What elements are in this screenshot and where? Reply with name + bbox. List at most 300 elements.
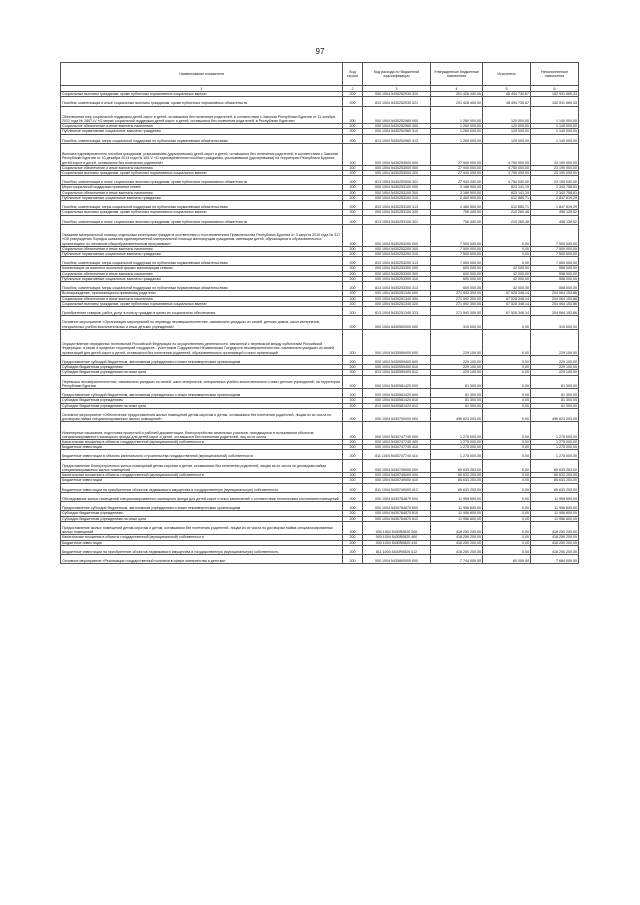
row-classification-cell: 811 1004 5430749000 412 <box>363 483 431 492</box>
row-classification-cell: 000 1004 5430253000 000 <box>363 143 431 165</box>
row-name-cell: Бюджетные инвестиции <box>61 540 343 545</box>
row-executed-cell: 0,00 <box>483 483 531 492</box>
row-remaining-cell: 229 100,00 <box>531 365 579 370</box>
row-classification-cell: 000 1004 5430800000 000 <box>363 555 431 564</box>
column-number: 6 <box>531 86 579 92</box>
row-name-cell: Публичные нормативные социальные выплаты гражданам <box>61 195 343 200</box>
row-remaining-cell: 310 000,00 <box>531 316 579 330</box>
row-approved-cell: 418 250 200,00 <box>431 521 483 535</box>
row-classification-cell: 000 1004 5430R0820 000 <box>363 521 431 535</box>
row-classification-cell: 000 1004 5430251340 000 <box>363 291 431 296</box>
row-executed-cell: 120 000,00 <box>483 106 531 124</box>
row-line-code-cell: 200 <box>343 478 363 483</box>
header-executed: Исполнено <box>483 63 531 86</box>
row-executed-cell: 0,00 <box>483 365 531 370</box>
row-approved-cell: 1 275 000,00 <box>431 445 483 450</box>
row-line-code-cell: 200 <box>343 445 363 450</box>
row-remaining-cell: 81 300,00 <box>531 403 579 408</box>
row-executed-cell: 0,00 <box>483 370 531 375</box>
row-classification-cell: 000 1004 5430252930 320 <box>363 92 431 97</box>
row-name-cell: Бюджетные инвестиции на приобретение объектов недвижимого имущества в государственную (муниципальную) собственность <box>61 545 343 554</box>
row-executed-cell: 612 880,71 <box>483 201 531 210</box>
row-classification-cell: 000 1004 5430700000 000 <box>363 408 431 422</box>
row-name-cell: Обследование жилых помещений специализированного жилищного фонда для детей-сирот и иных заключений о соответствии техническим состоянием помещений <box>61 492 343 501</box>
row-remaining-cell: 496 139,52 <box>531 210 579 215</box>
row-line-code-cell: 200 <box>343 215 363 224</box>
row-executed-cell: 42 000,00 <box>483 276 531 281</box>
row-approved-cell: 81 300,00 <box>431 389 483 398</box>
row-classification-cell: 813 1004 5430253100 313 <box>363 201 431 210</box>
row-classification-cell: 000 1004 5430253200 310 <box>363 251 431 256</box>
row-name-cell: Субсидии бюджетным учреждениям <box>61 365 343 370</box>
row-approved-cell: 2 460 500,00 <box>431 195 483 200</box>
row-remaining-cell: 1 275 000,00 <box>531 445 579 450</box>
row-executed-cell: 0,00 <box>483 478 531 483</box>
row-classification-cell: 813 1004 5430252930 321 <box>363 97 431 106</box>
row-line-code-cell: 200 <box>343 170 363 175</box>
row-approved-cell: 496 623 053,00 <box>431 408 483 422</box>
row-name-cell: Предоставление субсидий бюджетным, автономным учреждениям и иным некоммерческим организациям <box>61 502 343 511</box>
row-classification-cell: 000 1004 5430559400 600 <box>363 355 431 364</box>
header-remaining: Неисполненные назначения <box>531 63 579 86</box>
row-line-code-cell: 200 <box>343 408 363 422</box>
row-remaining-cell: 23 190 000,00 <box>531 143 579 165</box>
row-name-cell: Субсидии бюджетным учреждениям на иные цели <box>61 370 343 375</box>
row-remaining-cell: 11 956 600,00 <box>531 492 579 501</box>
row-remaining-cell: 11 956 600,00 <box>531 511 579 516</box>
row-remaining-cell: 2 343 758,81 <box>531 190 579 195</box>
row-name-cell: Пособия, компенсации и иные социальные выплаты гражданам, кроме публичных нормативных обязательств <box>61 215 343 224</box>
row-line-code-cell: 200 <box>343 375 363 389</box>
row-approved-cell: 271 592 300,00 <box>431 307 483 316</box>
row-line-code-cell: 200 <box>343 176 363 185</box>
row-line-code-cell: 200 <box>343 106 363 124</box>
page-number: 97 <box>315 47 325 56</box>
row-executed-cell: 823 141,19 <box>483 185 531 190</box>
row-approved-cell: 27 940 000,00 <box>431 176 483 185</box>
table-row <box>61 257 579 266</box>
row-executed-cell: 823 141,19 <box>483 190 531 195</box>
row-approved-cell: 201 426 400,00 <box>431 92 483 97</box>
row-classification-cell: 000 1004 5430251340 300 <box>363 296 431 301</box>
row-executed-cell: 0,00 <box>483 316 531 330</box>
row-executed-cell: 0,00 <box>483 459 531 473</box>
row-approved-cell: 3 166 900,00 <box>431 190 483 195</box>
row-name-cell: Выплата единовременного пособия гражданам, усыновившим (удочерившим) детей-сирот и детей, оставшихся без попечения родителей, в соответствии с Законом Республики Бурятия от 10 декабря 2013 года № 165-V «О единовременном пособии гражданам, усыновившим (удочерившим) на территории Республики Бурятия детей-сирот и детей, оставшихся без попечения родителей» <box>61 143 343 165</box>
row-remaining-cell: 11 956 600,00 <box>531 516 579 521</box>
row-name-cell: Субсидии бюджетным учреждениям <box>61 511 343 516</box>
row-executed-cell: 67 528 346,14 <box>483 291 531 296</box>
row-name-cell: Пособия, компенсации и иные социальные выплаты гражданам, кроме публичных нормативных обязательств <box>61 97 343 106</box>
row-classification-cell: 813 1004 5430253300 313 <box>363 282 431 291</box>
row-name-cell: Социальное обеспечение и иные выплаты населению <box>61 124 343 129</box>
row-executed-cell: 67 528 346,14 <box>483 307 531 316</box>
row-classification-cell: 811 1004 5430R0820 412 <box>363 545 431 554</box>
column-number: 5 <box>483 86 531 92</box>
row-remaining-cell: 1 140 000,00 <box>531 106 579 124</box>
row-classification-cell: 811 1004 5430747740 414 <box>363 450 431 459</box>
row-approved-cell: 65 633 253,00 <box>431 459 483 473</box>
row-name-cell: Вознаграждение, причитающееся приемному родителю <box>61 291 343 296</box>
row-approved-cell: 81 300,00 <box>431 403 483 408</box>
row-executed-cell: 612 880,71 <box>483 195 531 200</box>
row-line-code-cell: 200 <box>343 143 363 165</box>
row-executed-cell: 67 528 346,14 <box>483 296 531 301</box>
row-name-cell: Публичные нормативные социальные выплаты гражданам <box>61 251 343 256</box>
row-name-cell: Предоставление субсидий бюджетным, автономным учреждениям и иным некоммерческим организациям <box>61 389 343 398</box>
row-classification-cell: 813 1004 5430581420 612 <box>363 403 431 408</box>
row-executed-cell: 4 750 000,00 <box>483 165 531 170</box>
row-remaining-cell: 1 275 000,00 <box>531 422 579 440</box>
row-classification-cell: 000 1004 5430749000 410 <box>363 478 431 483</box>
row-line-code-cell: 200 <box>343 545 363 554</box>
row-executed-cell: 0,00 <box>483 329 531 355</box>
header-indicator-name: Наименование показателя <box>61 63 343 86</box>
row-remaining-cell: 7 500 000,00 <box>531 251 579 256</box>
row-executed-cell: 42 000,00 <box>483 271 531 276</box>
row-classification-cell: 000 1004 5430253000 300 <box>363 165 431 170</box>
row-executed-cell: 0,00 <box>483 545 531 554</box>
row-name-cell: Социальное обеспечение и иные выплаты населению <box>61 271 343 276</box>
row-executed-cell: 0,00 <box>483 403 531 408</box>
row-classification-cell: 813 1004 5430253200 313 <box>363 257 431 266</box>
row-classification-cell: 000 1004 5430784870 610 <box>363 511 431 516</box>
row-remaining-cell: 418 250 200,00 <box>531 521 579 535</box>
table-row <box>61 143 579 165</box>
row-executed-cell: 0,00 <box>483 355 531 364</box>
row-remaining-cell: 229 100,00 <box>531 355 579 364</box>
header-approved: Утвержденные бюджетные назначения <box>431 63 483 86</box>
table-row <box>61 521 579 535</box>
row-approved-cell: 229 100,00 <box>431 355 483 364</box>
row-line-code-cell: 200 <box>343 185 363 190</box>
row-line-code-cell: 200 <box>343 492 363 501</box>
table-row <box>61 555 579 564</box>
row-line-code-cell: 200 <box>343 511 363 516</box>
row-executed-cell: 42 000,00 <box>483 282 531 291</box>
table-row <box>61 502 579 511</box>
row-approved-cell: 65 633 253,00 <box>431 473 483 478</box>
column-number: 1 <box>61 86 343 92</box>
row-classification-cell: 813 1004 5430252960 313 <box>363 134 431 143</box>
row-remaining-cell: 1 140 000,00 <box>531 134 579 143</box>
row-name-cell: Публичные нормативные социальные выплаты гражданам <box>61 129 343 134</box>
row-line-code-cell: 200 <box>343 201 363 210</box>
row-remaining-cell: 496 623 053,00 <box>531 408 579 422</box>
row-executed-cell: 0,00 <box>483 445 531 450</box>
row-executed-cell: 0,00 <box>483 257 531 266</box>
row-name-cell: Субсидии бюджетным учреждениям на иные цели <box>61 403 343 408</box>
row-name-cell: Компенсация за комплект школьной формы малоимущим семьям <box>61 266 343 271</box>
row-line-code-cell: 200 <box>343 502 363 511</box>
row-executed-cell: 67 528 346,14 <box>483 301 531 306</box>
row-classification-cell: 813 1004 5430253000 321 <box>363 176 431 185</box>
table-row <box>61 134 579 143</box>
row-approved-cell: 11 956 600,00 <box>431 502 483 511</box>
row-line-code-cell: 200 <box>343 540 363 545</box>
row-name-cell: Пособия, компенсации, меры социальной поддержки по публичным нормативным обязательствам <box>61 257 343 266</box>
row-approved-cell: 7 500 000,00 <box>431 224 483 246</box>
row-executed-cell: 0,00 <box>483 540 531 545</box>
row-classification-cell: 000 1004 5430253300 000 <box>363 266 431 271</box>
row-approved-cell: 81 300,00 <box>431 398 483 403</box>
row-line-code-cell: 200 <box>343 296 363 301</box>
row-remaining-cell: 7 500 000,00 <box>531 224 579 246</box>
row-remaining-cell: 496 139,52 <box>531 215 579 224</box>
row-name-cell: Бюджетные инвестиции в объекты капитального строительства государственной (муниципальной) собственности <box>61 450 343 459</box>
table-row <box>61 106 579 124</box>
row-line-code-cell: 200 <box>343 276 363 281</box>
row-classification-cell: 000 1004 5430784870 600 <box>363 502 431 511</box>
row-line-code-cell: 200 <box>343 439 363 444</box>
table-row <box>61 97 579 106</box>
row-line-code-cell: 200 <box>343 271 363 276</box>
row-line-code-cell: 200 <box>343 257 363 266</box>
row-executed-cell: 42 000,00 <box>483 266 531 271</box>
row-classification-cell: 000 1004 5430500000 000 <box>363 316 431 330</box>
header-classification-code: Код расхода по бюджетной классификации <box>363 63 431 86</box>
row-remaining-cell: 1 275 000,00 <box>531 450 579 459</box>
table-row <box>61 545 579 554</box>
row-executed-cell: 0,00 <box>483 408 531 422</box>
row-classification-cell: 000 1004 5430749000 400 <box>363 473 431 478</box>
row-remaining-cell: 81 300,00 <box>531 389 579 398</box>
row-executed-cell: 48 494 730,67 <box>483 92 531 97</box>
row-line-code-cell: 200 <box>343 483 363 492</box>
row-line-code-cell: 200 <box>343 398 363 403</box>
row-name-cell: Пособия, компенсации, меры социальной поддержки по публичным нормативным обязательствам <box>61 201 343 210</box>
row-name-cell: Социальное обеспечение и иные выплаты населению <box>61 190 343 195</box>
row-executed-cell: 0,00 <box>483 492 531 501</box>
row-executed-cell: 0,00 <box>483 511 531 516</box>
row-remaining-cell: 23 190 000,00 <box>531 165 579 170</box>
row-name-cell: Бюджетные инвестиции на приобретение объектов недвижимого имущества в государственную (муниципальную) собственность <box>61 483 343 492</box>
row-executed-cell: 0,00 <box>483 389 531 398</box>
budget-execution-table <box>60 62 579 564</box>
row-remaining-cell: 204 064 153,86 <box>531 296 579 301</box>
row-line-code-cell: 200 <box>343 370 363 375</box>
row-name-cell: Социальное обеспечение и иные выплаты населению <box>61 246 343 251</box>
row-executed-cell: 60 000,00 <box>483 555 531 564</box>
row-name-cell: Меры социальной поддержки приемных семей <box>61 185 343 190</box>
row-approved-cell: 7 500 000,00 <box>431 251 483 256</box>
row-classification-cell: 000 1004 5430559400 000 <box>363 329 431 355</box>
row-line-code-cell: 200 <box>343 195 363 200</box>
row-name-cell: Бюджетные инвестиции <box>61 478 343 483</box>
row-approved-cell: 706 400,00 <box>431 215 483 224</box>
row-remaining-cell: 558 000,00 <box>531 266 579 271</box>
row-approved-cell: 27 940 000,00 <box>431 143 483 165</box>
column-number: 3 <box>363 86 431 92</box>
row-remaining-cell: 558 000,00 <box>531 271 579 276</box>
table-row <box>61 307 579 316</box>
row-executed-cell: 4 750 000,00 <box>483 143 531 165</box>
row-approved-cell: 600 000,00 <box>431 276 483 281</box>
row-remaining-cell: 229 100,00 <box>531 370 579 375</box>
row-classification-cell: 000 1004 5430581420 610 <box>363 398 431 403</box>
row-line-code-cell: 200 <box>343 291 363 296</box>
row-approved-cell: 229 100,00 <box>431 370 483 375</box>
row-approved-cell: 600 000,00 <box>431 271 483 276</box>
row-classification-cell: 000 1004 5430253100 000 <box>363 185 431 190</box>
row-approved-cell: 418 250 200,00 <box>431 545 483 554</box>
row-approved-cell: 310 000,00 <box>431 316 483 330</box>
row-approved-cell: 27 940 000,00 <box>431 165 483 170</box>
row-name-cell: Капитальные вложения в объекты государственной (муниципальной) собственности <box>61 439 343 444</box>
row-name-cell: Предоставление субсидий бюджетным, автономным учреждениям и иным некоммерческим организациям <box>61 355 343 364</box>
table-row <box>61 375 579 389</box>
row-remaining-cell: 23 190 000,00 <box>531 176 579 185</box>
row-name-cell: Пособия, компенсации, меры социальной поддержки по публичным нормативным обязательствам <box>61 134 343 143</box>
row-classification-cell: 000 1004 5430253200 000 <box>363 224 431 246</box>
row-classification-cell: 000 1004 5430747740 000 <box>363 422 431 440</box>
row-remaining-cell: 65 633 253,00 <box>531 459 579 473</box>
row-remaining-cell: 2 343 758,81 <box>531 185 579 190</box>
row-line-code-cell: 200 <box>343 307 363 316</box>
row-line-code-cell: 200 <box>343 210 363 215</box>
row-remaining-cell: 65 633 253,00 <box>531 473 579 478</box>
row-classification-cell: 000 1004 5430R0820 400 <box>363 535 431 540</box>
row-line-code-cell: 200 <box>343 355 363 364</box>
row-approved-cell: 271 592 300,00 <box>431 301 483 306</box>
row-classification-cell: 000 1004 5430253000 320 <box>363 170 431 175</box>
row-name-cell: Капитальные вложения в объекты государственной (муниципальной) собственности <box>61 535 343 540</box>
row-classification-cell: 000 1004 5430784870 000 <box>363 492 431 501</box>
row-name-cell: Социальные выплаты гражданам, кроме публичных нормативных социальных выплат <box>61 301 343 306</box>
row-approved-cell: 27 940 000,00 <box>431 170 483 175</box>
row-executed-cell: 210 260,48 <box>483 210 531 215</box>
row-name-cell: Предоставление благоустроенных жилых помещений детям-сиротам и детям, оставшимся без попечения родителей, лицам из их числа по договорам найма специализированных жилых помещений <box>61 459 343 473</box>
row-classification-cell: 000 1004 5430749000 000 <box>363 459 431 473</box>
row-approved-cell: 271 592 300,00 <box>431 296 483 301</box>
row-line-code-cell: 200 <box>343 459 363 473</box>
row-approved-cell: 7 500 000,00 <box>431 257 483 266</box>
row-approved-cell: 81 300,00 <box>431 375 483 389</box>
row-approved-cell: 229 100,00 <box>431 365 483 370</box>
row-remaining-cell: 65 633 253,00 <box>531 483 579 492</box>
row-classification-cell: 000 1004 5430559400 610 <box>363 365 431 370</box>
row-name-cell: Социальное обеспечение и иные выплаты населению <box>61 165 343 170</box>
table-row <box>61 329 579 355</box>
row-remaining-cell: 558 000,00 <box>531 282 579 291</box>
row-classification-cell: 813 1004 5430251340 323 <box>363 307 431 316</box>
row-line-code-cell: 200 <box>343 450 363 459</box>
row-executed-cell: 120 000,00 <box>483 134 531 143</box>
row-name-cell: Социальные выплаты гражданам, кроме публичных нормативных социальных выплат <box>61 92 343 97</box>
row-line-code-cell: 200 <box>343 555 363 564</box>
row-line-code-cell: 200 <box>343 422 363 440</box>
row-executed-cell: 4 750 000,00 <box>483 176 531 185</box>
row-classification-cell: 000 1004 5430252960 000 <box>363 106 431 124</box>
row-line-code-cell: 200 <box>343 246 363 251</box>
row-name-cell: Социальные выплаты гражданам, кроме публичных нормативных социальных выплат <box>61 170 343 175</box>
row-approved-cell: 706 400,00 <box>431 210 483 215</box>
row-name-cell: Оказание материальной помощи отдельным категориям граждан в соответствии с постановлением Правительства Республики Бурятия от 3 августа 2010 года № 317 «Об утверждении Порядка оказания единовременной материальной помощи малоимущим гражданам, имеющим детей, обучающихся в образовательных организациях по основным общеобразовательным программам» <box>61 224 343 246</box>
row-approved-cell: 600 000,00 <box>431 266 483 271</box>
row-approved-cell: 1 275 000,00 <box>431 422 483 440</box>
row-remaining-cell: 23 190 000,00 <box>531 170 579 175</box>
row-remaining-cell: 418 250 200,00 <box>531 535 579 540</box>
table-row <box>61 389 579 398</box>
row-classification-cell: 000 1004 5430581420 000 <box>363 375 431 389</box>
row-approved-cell: 201 426 400,00 <box>431 97 483 106</box>
row-classification-cell: 000 1004 5430581420 600 <box>363 389 431 398</box>
table-row <box>61 355 579 364</box>
row-line-code-cell: 200 <box>343 97 363 106</box>
row-name-cell: Бюджетные инвестиции <box>61 445 343 450</box>
row-name-cell: Перевозка несовершеннолетних, самовольно ушедших из семей, школ-интернатов, специальных учебно-воспитательных и иных детских учреждений, на территории Республики Бурятия <box>61 375 343 389</box>
row-executed-cell: 120 000,00 <box>483 124 531 129</box>
row-name-cell: Основное мероприятие «Обеспечение предоставления жилых помещений детям-сиротам и детям, оставшимся без попечения родителей, лицам из их числа по договорам найма специализированных жилых помещений» <box>61 408 343 422</box>
row-remaining-cell: 1 275 000,00 <box>531 439 579 444</box>
row-line-code-cell: 200 <box>343 282 363 291</box>
row-remaining-cell: 7 684 000,00 <box>531 555 579 564</box>
row-classification-cell: 813 1004 5430559400 612 <box>363 370 431 375</box>
row-approved-cell: 65 633 253,00 <box>431 478 483 483</box>
table-row <box>61 459 579 473</box>
row-remaining-cell: 204 064 153,86 <box>531 301 579 306</box>
row-approved-cell: 418 250 200,00 <box>431 535 483 540</box>
row-remaining-cell: 204 064 153,86 <box>531 307 579 316</box>
row-name-cell: Предоставление жилых помещений детям-сиротам и детям, оставшимся без попечения родителей, лицам из их числа по договорам найма специализированных жилых помещений <box>61 521 343 535</box>
row-classification-cell: 000 1004 5430251340 320 <box>363 301 431 306</box>
row-classification-cell: 000 1004 5430R0820 410 <box>363 540 431 545</box>
row-name-cell: Основное мероприятие «Организация мероприятий по переводу несовершеннолетних, самовольно ушедших из семей, детских домов, школ-интернатов, специальных учебно-воспитательных и иных детских учреждений» <box>61 316 343 330</box>
row-executed-cell: 0,00 <box>483 398 531 403</box>
row-approved-cell: 1 275 000,00 <box>431 450 483 459</box>
row-remaining-cell: 558 000,00 <box>531 276 579 281</box>
row-approved-cell: 2 460 500,00 <box>431 201 483 210</box>
row-name-cell: Субсидии бюджетным учреждениям <box>61 398 343 403</box>
row-classification-cell: 813 1004 5430253100 321 <box>363 215 431 224</box>
table-row <box>61 201 579 210</box>
header-line-code: Код строки <box>343 63 363 86</box>
row-approved-cell: 229 100,00 <box>431 329 483 355</box>
row-executed-cell: 120 000,00 <box>483 129 531 134</box>
table-row <box>61 224 579 246</box>
row-name-cell: Инженерные изыскания, подготовка проектной и рабочей документации, благоустройство земельных участков, находящихся в пользовании объектов специализированного жилищного фонда для детей-сирот и детей, оставшихся без попечения родителей, лиц из их числа <box>61 422 343 440</box>
row-remaining-cell: 7 500 000,00 <box>531 257 579 266</box>
row-classification-cell: 000 1004 5430747740 410 <box>363 445 431 450</box>
row-remaining-cell: 1 847 619,29 <box>531 201 579 210</box>
row-classification-cell: 000 1004 5430252960 300 <box>363 124 431 129</box>
row-remaining-cell: 418 250 200,00 <box>531 545 579 554</box>
row-line-code-cell: 200 <box>343 301 363 306</box>
row-classification-cell: 000 1004 5430253100 310 <box>363 195 431 200</box>
row-executed-cell: 0,00 <box>483 246 531 251</box>
row-remaining-cell: 1 140 000,00 <box>531 129 579 134</box>
row-classification-cell: 000 1004 5430784870 612 <box>363 516 431 521</box>
row-approved-cell: 418 250 200,00 <box>431 540 483 545</box>
row-remaining-cell: 81 300,00 <box>531 398 579 403</box>
row-executed-cell: 0,00 <box>483 224 531 246</box>
row-line-code-cell: 200 <box>343 134 363 143</box>
row-line-code-cell: 200 <box>343 266 363 271</box>
row-line-code-cell: 200 <box>343 516 363 521</box>
row-executed-cell: 0,00 <box>483 473 531 478</box>
row-name-cell: Пособия, компенсации, меры социальной поддержки по публичным нормативным обязательствам <box>61 282 343 291</box>
table-row <box>61 422 579 440</box>
table-row <box>61 450 579 459</box>
row-remaining-cell: 152 931 669,33 <box>531 97 579 106</box>
row-remaining-cell: 152 931 669,33 <box>531 92 579 97</box>
row-approved-cell: 1 260 000,00 <box>431 124 483 129</box>
row-approved-cell: 1 260 000,00 <box>431 134 483 143</box>
row-approved-cell: 1 260 000,00 <box>431 129 483 134</box>
row-name-cell: Капитальные вложения в объекты государственной (муниципальной) собственности <box>61 473 343 478</box>
row-classification-cell: 000 1004 5430253200 300 <box>363 246 431 251</box>
row-name-cell: Социальное обеспечение и иные выплаты населению <box>61 296 343 301</box>
